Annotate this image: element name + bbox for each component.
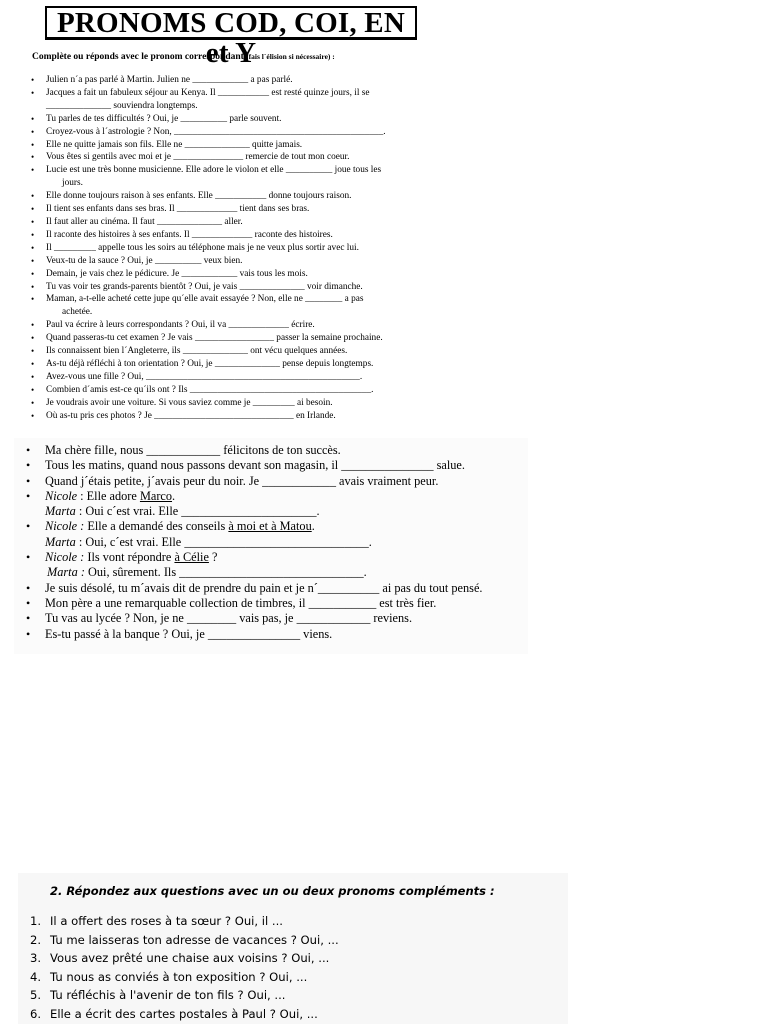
list-item: • Combien d´amis est-ce qu´ils ont ? Ils _______________________________________. — [30, 384, 450, 397]
list-item: • Ma chère fille, nous ____________ félicitons de ton succès. — [22, 443, 522, 458]
dialogue-reply: Marta : Oui, sûrement. Ils ______________________________. — [47, 565, 367, 580]
list-item: • Nicole : Elle a demandé des conseils à moi et à Matou. Marta : Oui, c´est vrai. Elle ______________________________. — [22, 519, 522, 550]
instruction — [32, 52, 335, 62]
exercise2-list — [30, 912, 339, 1024]
list-item: 1. Il a offert des roses à ta sœur ? Oui, il ... — [30, 914, 283, 928]
list-item: • Nicole : Elle adore Marco. Marta : Oui c´est vrai. Elle ______________________. — [22, 489, 522, 520]
list-item: • Ils connaissent bien l´Angleterre, ils ______________ ont vécu quelques années. — [30, 345, 450, 358]
list-item: • Croyez-vous à l´astrologie ? Non, _____________________________________________. — [30, 126, 450, 139]
list-item: • As-tu déjà réfléchi à ton orientation ? Oui, je ______________ pense depuis longtemps. — [30, 358, 450, 371]
list-item: • Es-tu passé à la banque ? Oui, je _______________ viens. — [22, 627, 522, 642]
list-item: • Tu parles de tes difficultés ? Oui, je __________ parle souvent. — [30, 113, 450, 126]
list-item: • Quand j´étais petite, j´avais peur du noir. Je ____________ avais vraiment peur. — [22, 474, 522, 489]
list-item: • Vous êtes si gentils avec moi et je _______________ remercie de tout mon coeur. — [30, 151, 450, 164]
list-item: 3. Vous avez prêté une chaise aux voisins ? Oui, ... — [30, 951, 330, 966]
list-item: • Tous les matins, quand nous passons devant son magasin, il _______________ salue. — [22, 458, 522, 473]
list-item: • Il faut aller au cinéma. Il faut ______________ aller. — [30, 216, 450, 229]
continuation: achetée. — [62, 307, 93, 318]
list-item: • Paul va écrire à leurs correspondants ? Oui, il va _____________ écrire. — [30, 319, 450, 332]
list-item: 2. Tu me laisseras ton adresse de vacances ? Oui, ... — [30, 932, 339, 947]
speaker-name: Marta : — [47, 565, 85, 580]
list-item: • Maman, a-t-elle acheté cette jupe qu´elle avait essayée ? Non, elle ne ________ a pas achetée. — [30, 293, 450, 319]
list-item: • Elle ne quitte jamais son fils. Elle ne ______________ quitte jamais. — [30, 139, 450, 152]
exercise2-heading: 2. Répondez aux questions avec un ou deux pronoms compléments : — [50, 884, 495, 898]
list-item: • Avez-vous une fille ? Oui, ______________________________________________. — [30, 371, 450, 384]
continuation: jours. — [62, 178, 83, 189]
speaker-name: Nicole : — [45, 550, 85, 565]
list-item: • Quand passeras-tu cet examen ? Je vais _________________ passer la semaine prochaine. — [30, 332, 450, 345]
dialogue-reply: Marta : Oui c´est vrai. Elle ______________________. — [45, 504, 320, 519]
page-title: PRONOMS COD, COI, EN et Y — [45, 6, 417, 40]
underlined-word: Marco — [139, 488, 173, 503]
list-item: • Où as-tu pris ces photos ? Je ______________________________ en Irlande. — [30, 410, 450, 423]
list-item: • Je voudrais avoir une voiture. Si vous saviez comme je _________ ai besoin. — [30, 397, 450, 410]
underlined-word: à Célie — [174, 550, 209, 565]
list-item: • Jacques a fait un fabuleux séjour au Kenya. Il ___________ est resté quinze jours, il se ______________ souviendra longtemps. — [30, 87, 450, 113]
list-item: • Julien n´a pas parlé à Martin. Julien ne ____________ a pas parlé. — [30, 74, 450, 87]
underlined-word: à moi et à Matou — [228, 519, 312, 534]
continuation: ______________ souviendra longtemps. — [46, 100, 198, 111]
speaker-name: Nicole — [45, 488, 78, 503]
speaker-name: Nicole : — [45, 519, 85, 534]
list-item: • Tu vas voir tes grands-parents bientôt ? Oui, je vais ______________ voir dimanche. — [30, 281, 450, 294]
list-item: • Lucie est une très bonne musicienne. Elle adore le violon et elle __________ joue tous les jours. — [30, 164, 450, 190]
speaker-name: Marta — [45, 534, 76, 549]
list-item: • Demain, je vais chez le pédicure. Je ____________ vais tous les mois. — [30, 268, 450, 281]
dialogue-reply: Marta : Oui, c´est vrai. Elle ______________________________. — [45, 534, 372, 549]
list-item: 4. Tu nous as conviés à ton exposition ? Oui, ... — [30, 969, 308, 984]
list-item: • Il _________ appelle tous les soirs au téléphone mais je ne veux plus sortir avec lui. — [30, 242, 450, 255]
list-item: • Je suis désolé, tu m´avais dit de prendre du pain et je n´__________ ai pas du tout pensé. — [22, 581, 522, 596]
list-item: • Tu vas au lycée ? Non, je ne ________ vais pas, je ____________ reviens. — [22, 611, 522, 626]
list-item: 5. Tu réfléchis à l'avenir de ton fils ? Oui, ... — [30, 988, 286, 1003]
list-item: • Il raconte des histoires à ses enfants. Il _____________ raconte des histoires. — [30, 229, 450, 242]
speaker-name: Marta — [45, 504, 76, 519]
exercise1b-list — [22, 443, 522, 642]
list-item: • Nicole : Ils vont répondre à Célie ? Marta : Oui, sûrement. Ils ______________________________. — [22, 550, 522, 581]
instruction-note: (fais l´élision si nécessaire) : — [246, 52, 335, 61]
list-item: • Il tient ses enfants dans ses bras. Il _____________ tient dans ses bras. — [30, 203, 450, 216]
list-item: • Elle donne toujours raison à ses enfants. Elle ___________ donne toujours raison. — [30, 190, 450, 203]
instruction-main: Complète ou réponds avec le pronom correspondant — [32, 52, 244, 62]
exercise1-list — [30, 74, 450, 422]
list-item: 6. Elle a écrit des cartes postales à Paul ? Oui, ... — [30, 1006, 318, 1021]
list-item: • Veux-tu de la sauce ? Oui, je __________ veux bien. — [30, 255, 450, 268]
list-item: • Mon père a une remarquable collection de timbres, il ___________ est très fier. — [22, 596, 522, 611]
